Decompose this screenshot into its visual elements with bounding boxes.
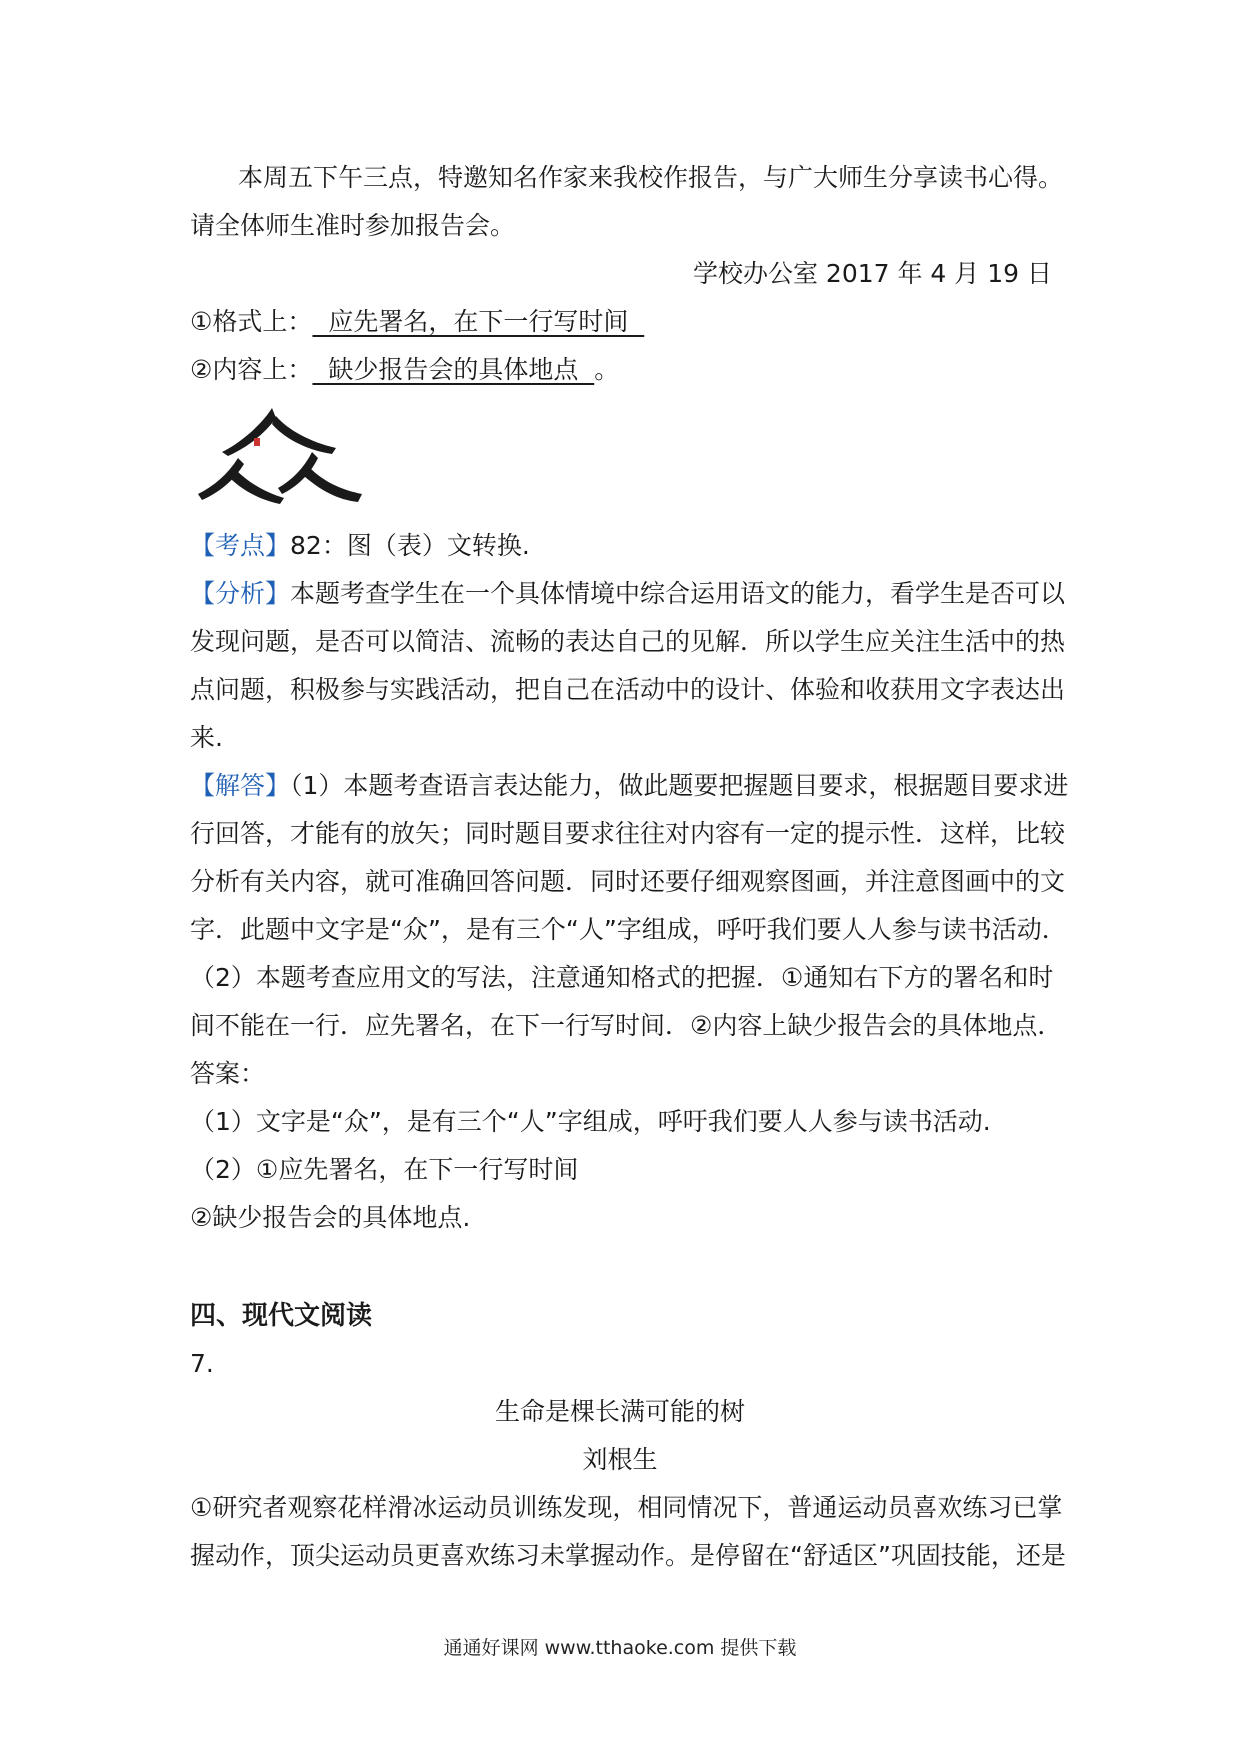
- question-number: 7.: [190, 1349, 214, 1378]
- notice-body-line2: 请全体师生准时参加报告会。: [190, 211, 516, 240]
- jieda-line2: 行回答，才能有的放矢；同时题目要求往往对内容有一定的提示性．这样，比较: [190, 819, 1066, 848]
- jieda-line8: （1）文字是“众”，是有三个“人”字组成，呼吁我们要人人参与读书活动.: [190, 1107, 991, 1136]
- article-author: 刘根生: [582, 1445, 658, 1474]
- fenxi-line2: 发现问题，是否可以简洁、流畅的表达自己的见解．所以学生应关注生活中的热: [190, 627, 1066, 656]
- fenxi-row: [190, 578, 1066, 610]
- section-heading: 四、现代文阅读: [190, 1301, 373, 1331]
- paragraph1-line2: 握动作，顶尖运动员更喜欢练习未掌握动作。是停留在“舒适区”巩固技能，还是: [190, 1541, 1066, 1570]
- jieda-row: [190, 770, 1069, 802]
- format-answer-row: [190, 306, 1060, 338]
- kaodian-text: 82：图（表）文转换.: [290, 531, 530, 560]
- content-value: 缺少报告会的具体地点: [312, 355, 595, 384]
- jieda-line6: 间不能在一行．应先署名，在下一行写时间．②内容上缺少报告会的具体地点．: [190, 1011, 1063, 1040]
- kaodian-row: [190, 530, 1060, 562]
- content-label: ②内容上：: [190, 355, 313, 384]
- content-answer-row: [190, 354, 1060, 386]
- fenxi-line4: 来.: [190, 723, 223, 752]
- fenxi-tag: 【分析】: [190, 579, 291, 608]
- notice-signature: 学校办公室 2017 年 4 月 19 日: [692, 259, 1052, 288]
- jieda-line5: （2）本题考查应用文的写法，注意通知格式的把握．①通知右下方的署名和时: [190, 963, 1054, 992]
- jieda-line9: （2）①应先署名，在下一行写时间: [190, 1155, 579, 1184]
- zhong-character-icon: [192, 402, 364, 512]
- content-end: 。: [594, 355, 620, 384]
- jieda-line1: （1）本题考查语言表达能力，做此题要把握题目要求，根据题目要求进: [290, 771, 1069, 800]
- fenxi-line3: 点问题，积极参与实践活动，把自己在活动中的设计、体验和收获用文字表达出: [190, 675, 1066, 704]
- jieda-tag: 【解答】: [190, 771, 291, 800]
- kaodian-tag: 【考点】: [190, 531, 291, 560]
- jieda-line3: 分析有关内容，就可准确回答问题．同时还要仔细观察图画，并注意图画中的文: [190, 867, 1066, 896]
- jieda-line4: 字．此题中文字是“众”，是有三个“人”字组成，呼吁我们要人人参与读书活动．: [190, 915, 1067, 944]
- page-footer: 通通好课网 www.tthaoke.com 提供下载: [443, 1637, 797, 1659]
- format-value: 应先署名，在下一行写时间: [312, 307, 645, 336]
- zhong-calligraphy-image: [192, 402, 364, 512]
- article-title: 生命是棵长满可能的树: [494, 1397, 745, 1426]
- fenxi-line1: 本题考查学生在一个具体情境中综合运用语文的能力，看学生是否可以: [290, 579, 1066, 608]
- jieda-line10: ②缺少报告会的具体地点.: [190, 1203, 471, 1232]
- notice-body-line1: 本周五下午三点，特邀知名作家来我校作报告，与广大师生分享读书心得。: [238, 163, 1064, 192]
- paragraph1-line1: ①研究者观察花样滑冰运动员训练发现，相同情况下，普通运动员喜欢练习已掌: [190, 1493, 1063, 1522]
- format-label: ①格式上：: [190, 307, 313, 336]
- jieda-line7: 答案：: [190, 1059, 266, 1088]
